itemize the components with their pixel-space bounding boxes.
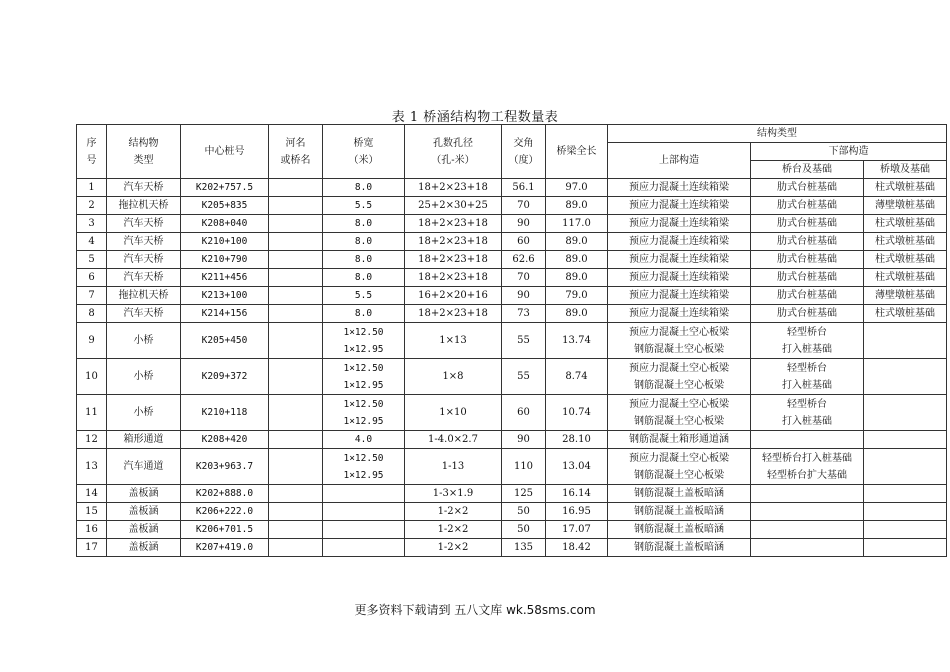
cell-width — [323, 503, 405, 521]
cell-width-line: 8.0 — [354, 308, 373, 319]
cell-length: 89.0 — [546, 233, 608, 251]
table-row — [77, 305, 947, 323]
cell-no: 7 — [77, 287, 107, 305]
cell-abutment-line: 肋式台桩基础 — [777, 200, 837, 211]
cell-width-line: 5.5 — [354, 200, 373, 211]
cell-no: 9 — [77, 323, 107, 359]
cell-pier: 柱式墩桩基础 — [864, 215, 947, 233]
cell-angle: 62.6 — [502, 251, 546, 269]
cell-type: 盖板涵 — [107, 485, 181, 503]
cell-type: 箱形通道 — [107, 431, 181, 449]
cell-pier — [864, 323, 947, 359]
cell-width-line: 1×12.50 — [343, 362, 384, 374]
cell-length: 89.0 — [546, 269, 608, 287]
cell-upper-line: 钢筋混凝土空心板梁 — [634, 379, 724, 391]
cell-no: 14 — [77, 485, 107, 503]
table-body — [77, 179, 947, 557]
cell-upper-line: 钢筋混凝土盖板暗涵 — [634, 542, 724, 553]
cell-upper — [608, 539, 751, 557]
cell-river — [269, 503, 323, 521]
cell-width-line: 5.5 — [354, 290, 373, 301]
cell-abutment — [751, 179, 864, 197]
cell-angle: 55 — [502, 323, 546, 359]
header-angle: 交角 （度） — [502, 125, 546, 179]
cell-width — [323, 521, 405, 539]
cell-abutment — [751, 287, 864, 305]
cell-abutment-line: 打入桩基础 — [782, 343, 832, 355]
cell-no: 11 — [77, 395, 107, 431]
cell-river — [269, 359, 323, 395]
cell-width — [323, 179, 405, 197]
table-title: 表 1 桥涵结构物工程数量表 — [391, 110, 559, 125]
cell-width-line: 1×12.50 — [343, 452, 384, 464]
cell-river — [269, 215, 323, 233]
cell-abutment — [751, 485, 864, 503]
cell-length: 97.0 — [546, 179, 608, 197]
table-row — [77, 359, 947, 395]
cell-river — [269, 287, 323, 305]
cell-no: 10 — [77, 359, 107, 395]
cell-upper-line: 钢筋混凝土空心板梁 — [634, 469, 724, 481]
cell-type: 汽车天桥 — [107, 269, 181, 287]
cell-width-line: 1×12.95 — [343, 415, 384, 427]
cell-angle: 90 — [502, 431, 546, 449]
cell-upper-line: 预应力混凝土空心板梁 — [629, 398, 729, 410]
cell-no: 3 — [77, 215, 107, 233]
cell-width-line: 8.0 — [354, 182, 373, 193]
cell-pier — [864, 539, 947, 557]
cell-abutment-line: 肋式台桩基础 — [777, 272, 837, 283]
cell-pier — [864, 449, 947, 485]
cell-pier: 柱式墩桩基础 — [864, 179, 947, 197]
cell-abutment — [751, 521, 864, 539]
cell-span: 18+2×23+18 — [405, 215, 502, 233]
cell-upper — [608, 485, 751, 503]
cell-angle: 50 — [502, 503, 546, 521]
cell-station: K206+701.5 — [181, 521, 269, 539]
cell-type: 汽车天桥 — [107, 233, 181, 251]
cell-length: 89.0 — [546, 251, 608, 269]
table-row — [77, 539, 947, 557]
header-abutment: 桥台及基础 — [751, 161, 864, 179]
cell-width — [323, 215, 405, 233]
cell-abutment — [751, 431, 864, 449]
cell-station: K210+790 — [181, 251, 269, 269]
cell-span: 1×8 — [405, 359, 502, 395]
cell-length: 13.74 — [546, 323, 608, 359]
cell-angle: 125 — [502, 485, 546, 503]
header-type: 结构物 类型 — [107, 125, 181, 179]
cell-river — [269, 485, 323, 503]
cell-type: 汽车通道 — [107, 449, 181, 485]
cell-length: 10.74 — [546, 395, 608, 431]
table-row — [77, 521, 947, 539]
cell-no: 8 — [77, 305, 107, 323]
cell-upper — [608, 287, 751, 305]
header-span: 孔数孔径 （孔-米） — [405, 125, 502, 179]
bridge-quantity-table — [76, 124, 947, 557]
cell-pier: 薄壁墩桩基础 — [864, 287, 947, 305]
cell-width-line: 1×12.95 — [343, 379, 384, 391]
cell-abutment-line: 打入桩基础 — [782, 379, 832, 391]
cell-abutment — [751, 251, 864, 269]
cell-river — [269, 233, 323, 251]
cell-abutment-line: 肋式台桩基础 — [777, 254, 837, 265]
cell-abutment-line: 轻型桥台 — [787, 362, 827, 374]
cell-angle: 56.1 — [502, 179, 546, 197]
cell-station: K202+757.5 — [181, 179, 269, 197]
header-lower: 下部构造 — [751, 143, 947, 161]
cell-span: 18+2×23+18 — [405, 233, 502, 251]
cell-span: 1-3×1.9 — [405, 485, 502, 503]
cell-length: 17.07 — [546, 521, 608, 539]
cell-upper-line: 预应力混凝土连续箱梁 — [629, 182, 729, 193]
cell-length: 117.0 — [546, 215, 608, 233]
cell-type: 小桥 — [107, 359, 181, 395]
cell-width — [323, 269, 405, 287]
cell-type: 汽车天桥 — [107, 179, 181, 197]
cell-pier — [864, 521, 947, 539]
cell-upper-line: 钢筋混凝土盖板暗涵 — [634, 524, 724, 535]
cell-abutment — [751, 323, 864, 359]
cell-span: 18+2×23+18 — [405, 251, 502, 269]
cell-abutment-line: 肋式台桩基础 — [777, 218, 837, 229]
cell-no: 5 — [77, 251, 107, 269]
cell-abutment — [751, 359, 864, 395]
cell-abutment — [751, 449, 864, 485]
cell-upper — [608, 251, 751, 269]
cell-river — [269, 179, 323, 197]
cell-type: 盖板涵 — [107, 503, 181, 521]
cell-abutment-line: 肋式台桩基础 — [777, 236, 837, 247]
cell-pier: 柱式墩桩基础 — [864, 251, 947, 269]
cell-length: 28.10 — [546, 431, 608, 449]
cell-type: 汽车天桥 — [107, 215, 181, 233]
cell-station: K209+372 — [181, 359, 269, 395]
cell-width — [323, 251, 405, 269]
cell-width — [323, 359, 405, 395]
cell-no: 16 — [77, 521, 107, 539]
cell-river — [269, 269, 323, 287]
cell-pier — [864, 431, 947, 449]
cell-type: 拖拉机天桥 — [107, 287, 181, 305]
cell-width-line: 1×12.95 — [343, 343, 384, 355]
cell-span: 1-4.0×2.7 — [405, 431, 502, 449]
cell-angle: 50 — [502, 521, 546, 539]
cell-angle: 90 — [502, 287, 546, 305]
cell-abutment-line: 肋式台桩基础 — [777, 290, 837, 301]
cell-no: 13 — [77, 449, 107, 485]
cell-width — [323, 323, 405, 359]
cell-station: K214+156 — [181, 305, 269, 323]
cell-abutment-line: 轻型桥台扩大基础 — [767, 469, 847, 481]
cell-width-line: 8.0 — [354, 236, 373, 247]
cell-width-line: 1×12.50 — [343, 326, 384, 338]
cell-type: 汽车天桥 — [107, 305, 181, 323]
table-row — [77, 233, 947, 251]
cell-width — [323, 539, 405, 557]
cell-abutment — [751, 233, 864, 251]
cell-pier — [864, 359, 947, 395]
cell-upper — [608, 503, 751, 521]
table-row — [77, 251, 947, 269]
cell-pier: 柱式墩桩基础 — [864, 233, 947, 251]
table-header — [77, 125, 947, 179]
cell-station: K205+450 — [181, 323, 269, 359]
cell-upper-line: 钢筋混凝土空心板梁 — [634, 343, 724, 355]
cell-length: 13.04 — [546, 449, 608, 485]
cell-river — [269, 521, 323, 539]
header-seq: 序 号 — [77, 125, 107, 179]
cell-type: 拖拉机天桥 — [107, 197, 181, 215]
cell-span: 1-2×2 — [405, 503, 502, 521]
cell-station: K205+835 — [181, 197, 269, 215]
cell-abutment — [751, 539, 864, 557]
cell-upper — [608, 269, 751, 287]
cell-river — [269, 323, 323, 359]
cell-length: 89.0 — [546, 197, 608, 215]
cell-upper — [608, 359, 751, 395]
cell-abutment-line: 轻型桥台打入桩基础 — [762, 452, 852, 464]
cell-span: 1×13 — [405, 323, 502, 359]
cell-angle: 135 — [502, 539, 546, 557]
cell-width-line: 8.0 — [354, 254, 373, 265]
cell-pier — [864, 485, 947, 503]
cell-upper-line: 预应力混凝土连续箱梁 — [629, 236, 729, 247]
cell-pier: 薄壁墩桩基础 — [864, 197, 947, 215]
cell-upper-line: 预应力混凝土连续箱梁 — [629, 218, 729, 229]
cell-station: K206+222.0 — [181, 503, 269, 521]
cell-station: K203+963.7 — [181, 449, 269, 485]
cell-length: 18.42 — [546, 539, 608, 557]
table-row — [77, 323, 947, 359]
cell-width — [323, 485, 405, 503]
cell-station: K208+040 — [181, 215, 269, 233]
cell-upper — [608, 521, 751, 539]
cell-river — [269, 449, 323, 485]
cell-river — [269, 539, 323, 557]
cell-pier — [864, 395, 947, 431]
cell-length: 79.0 — [546, 287, 608, 305]
cell-upper — [608, 179, 751, 197]
cell-abutment — [751, 395, 864, 431]
cell-width — [323, 395, 405, 431]
cell-no: 15 — [77, 503, 107, 521]
cell-station: K207+419.0 — [181, 539, 269, 557]
cell-span: 25+2×30+25 — [405, 197, 502, 215]
footer-note: 更多资料下载请到 五八文库 wk.58sms.com — [354, 603, 596, 617]
header-upper: 上部构造 — [608, 143, 751, 179]
cell-width — [323, 305, 405, 323]
cell-no: 4 — [77, 233, 107, 251]
cell-type: 汽车天桥 — [107, 251, 181, 269]
cell-upper-line: 预应力混凝土空心板梁 — [629, 452, 729, 464]
cell-upper-line: 预应力混凝土连续箱梁 — [629, 200, 729, 211]
cell-river — [269, 197, 323, 215]
cell-length: 89.0 — [546, 305, 608, 323]
cell-no: 2 — [77, 197, 107, 215]
cell-upper — [608, 323, 751, 359]
cell-upper-line: 钢筋混凝土盖板暗涵 — [634, 506, 724, 517]
cell-upper-line: 钢筋混凝土空心板梁 — [634, 415, 724, 427]
table-row — [77, 197, 947, 215]
cell-width — [323, 287, 405, 305]
cell-no: 12 — [77, 431, 107, 449]
cell-river — [269, 251, 323, 269]
cell-span: 1-2×2 — [405, 521, 502, 539]
cell-width — [323, 233, 405, 251]
table-row — [77, 431, 947, 449]
cell-width — [323, 197, 405, 215]
cell-station: K211+456 — [181, 269, 269, 287]
cell-width-line: 1×12.95 — [343, 469, 384, 481]
cell-station: K202+888.0 — [181, 485, 269, 503]
cell-upper-line: 预应力混凝土连续箱梁 — [629, 254, 729, 265]
header-pier: 桥墩及基础 — [864, 161, 947, 179]
cell-upper — [608, 395, 751, 431]
table-row — [77, 503, 947, 521]
header-station: 中心桩号 — [181, 125, 269, 179]
cell-upper — [608, 449, 751, 485]
cell-angle: 60 — [502, 395, 546, 431]
cell-river — [269, 395, 323, 431]
cell-abutment — [751, 269, 864, 287]
cell-abutment — [751, 215, 864, 233]
cell-abutment — [751, 197, 864, 215]
cell-pier — [864, 503, 947, 521]
table-row — [77, 485, 947, 503]
cell-angle: 73 — [502, 305, 546, 323]
cell-type: 小桥 — [107, 323, 181, 359]
cell-upper-line: 预应力混凝土连续箱梁 — [629, 290, 729, 301]
cell-angle: 110 — [502, 449, 546, 485]
cell-upper — [608, 233, 751, 251]
table-row — [77, 449, 947, 485]
cell-abutment-line: 打入桩基础 — [782, 415, 832, 427]
cell-no: 6 — [77, 269, 107, 287]
cell-upper — [608, 215, 751, 233]
header-structure: 结构类型 — [608, 125, 947, 143]
header-river: 河名 或桥名 — [269, 125, 323, 179]
cell-angle: 90 — [502, 215, 546, 233]
cell-type: 盖板涵 — [107, 521, 181, 539]
cell-width — [323, 449, 405, 485]
cell-station: K213+100 — [181, 287, 269, 305]
cell-upper — [608, 305, 751, 323]
header-width: 桥宽 （米） — [323, 125, 405, 179]
table-row — [77, 287, 947, 305]
cell-span: 1-2×2 — [405, 539, 502, 557]
cell-upper-line: 预应力混凝土空心板梁 — [629, 326, 729, 338]
cell-no: 17 — [77, 539, 107, 557]
cell-abutment — [751, 305, 864, 323]
table-row — [77, 269, 947, 287]
cell-upper-line: 预应力混凝土空心板梁 — [629, 362, 729, 374]
cell-no: 1 — [77, 179, 107, 197]
cell-span: 1-13 — [405, 449, 502, 485]
cell-type: 小桥 — [107, 395, 181, 431]
cell-station: K210+100 — [181, 233, 269, 251]
cell-span: 18+2×23+18 — [405, 179, 502, 197]
cell-length: 8.74 — [546, 359, 608, 395]
cell-upper — [608, 197, 751, 215]
cell-river — [269, 431, 323, 449]
table-row — [77, 179, 947, 197]
cell-upper-line: 钢筋混凝土盖板暗涵 — [634, 488, 724, 499]
cell-abutment-line: 轻型桥台 — [787, 398, 827, 410]
table-row — [77, 215, 947, 233]
cell-abutment-line: 轻型桥台 — [787, 326, 827, 338]
header-length: 桥梁全长 — [546, 125, 608, 179]
cell-station: K208+420 — [181, 431, 269, 449]
cell-upper — [608, 431, 751, 449]
cell-pier: 柱式墩桩基础 — [864, 305, 947, 323]
cell-pier: 柱式墩桩基础 — [864, 269, 947, 287]
cell-angle: 55 — [502, 359, 546, 395]
cell-span: 1×10 — [405, 395, 502, 431]
cell-angle: 70 — [502, 269, 546, 287]
cell-type: 盖板涵 — [107, 539, 181, 557]
cell-abutment-line: 肋式台桩基础 — [777, 308, 837, 319]
cell-width-line: 4.0 — [354, 434, 373, 445]
cell-upper-line: 预应力混凝土连续箱梁 — [629, 308, 729, 319]
cell-angle: 70 — [502, 197, 546, 215]
cell-length: 16.95 — [546, 503, 608, 521]
cell-upper-line: 预应力混凝土连续箱梁 — [629, 272, 729, 283]
cell-station: K210+118 — [181, 395, 269, 431]
cell-upper-line: 钢筋混凝土箱形通道涵 — [629, 434, 729, 445]
cell-angle: 60 — [502, 233, 546, 251]
cell-abutment — [751, 503, 864, 521]
cell-river — [269, 305, 323, 323]
cell-width-line: 8.0 — [354, 272, 373, 283]
cell-span: 18+2×23+18 — [405, 305, 502, 323]
cell-width-line: 8.0 — [354, 218, 373, 229]
cell-width-line: 1×12.50 — [343, 398, 384, 410]
table-row — [77, 395, 947, 431]
cell-span: 18+2×23+18 — [405, 269, 502, 287]
cell-span: 16+2×20+16 — [405, 287, 502, 305]
cell-abutment-line: 肋式台桩基础 — [777, 182, 837, 193]
cell-width — [323, 431, 405, 449]
cell-length: 16.14 — [546, 485, 608, 503]
